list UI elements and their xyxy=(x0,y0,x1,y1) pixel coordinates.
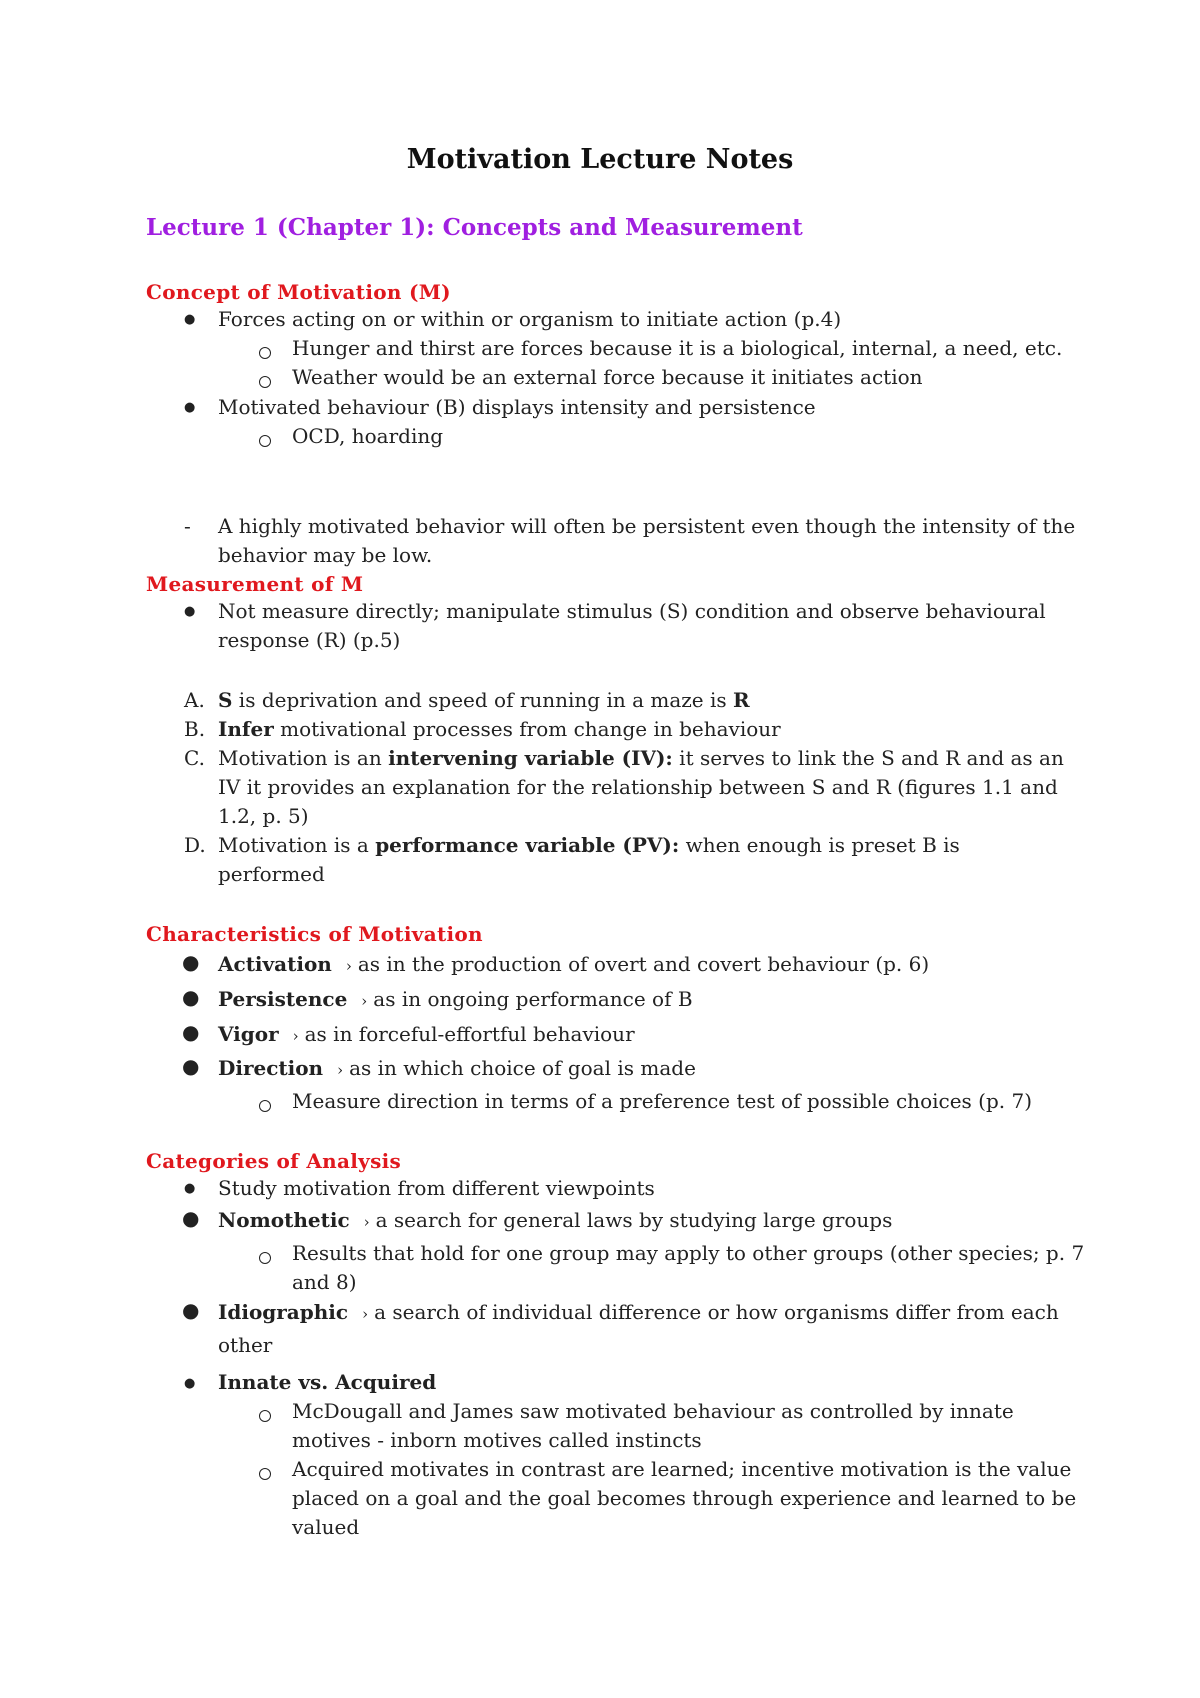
arrow-icon: › xyxy=(345,957,352,975)
bold-term: Direction xyxy=(218,1056,324,1080)
list-item: IV it provides an explanation for the relationship between S and R (figures 1.1 and xyxy=(218,775,1058,799)
bold-term: Infer xyxy=(218,717,274,741)
bold-term: Persistence xyxy=(218,987,348,1011)
list-item xyxy=(218,987,693,1013)
list-item xyxy=(218,1208,892,1234)
list-item: McDougall and James saw motivated behaviour as controlled by innate xyxy=(292,1399,1014,1423)
bold-term: R xyxy=(733,688,750,712)
list-item xyxy=(218,833,960,857)
bullet-dot-icon: ● xyxy=(182,985,200,1009)
list-letter: D. xyxy=(184,833,206,857)
list-item xyxy=(218,688,750,712)
list-item: Results that hold for one group may apply to other groups (other species; p. 7 xyxy=(292,1241,1085,1265)
item-text: as in which choice of goal is made xyxy=(349,1056,696,1080)
list-item: performed xyxy=(218,862,325,886)
circle-bullet-icon xyxy=(259,347,271,359)
section-heading-characteristics: Characteristics of Motivation xyxy=(146,922,483,946)
bold-term: performance variable (PV): xyxy=(375,833,680,857)
bullet-dot-icon: ● xyxy=(184,1181,196,1196)
bold-term: Vigor xyxy=(218,1022,279,1046)
list-item: motives - inborn motives called instincts xyxy=(292,1428,702,1452)
list-item xyxy=(218,1022,635,1048)
arrow-icon: › xyxy=(361,992,368,1010)
circle-bullet-icon xyxy=(259,376,271,388)
list-item: other xyxy=(218,1333,273,1357)
list-letter: A. xyxy=(184,688,205,712)
dash-bullet-icon: - xyxy=(184,514,191,538)
item-text: when enough is preset B is xyxy=(679,833,960,857)
bullet-dot-icon: ● xyxy=(182,950,200,974)
item-text: as in forceful-effortful behaviour xyxy=(304,1022,635,1046)
arrow-icon: › xyxy=(362,1305,369,1323)
item-text: Motivation is an xyxy=(218,746,389,770)
list-item: OCD, hoarding xyxy=(292,424,444,448)
circle-bullet-icon xyxy=(259,1468,271,1480)
note-line: behavior may be low. xyxy=(218,543,433,567)
section-heading-concept: Concept of Motivation (M) xyxy=(146,280,451,304)
list-letter: C. xyxy=(184,746,205,770)
item-text: is deprivation and speed of running in a maze is xyxy=(232,688,734,712)
list-item: Measure direction in terms of a preference test of possible choices (p. 7) xyxy=(292,1089,1033,1113)
bullet-dot-icon: ● xyxy=(182,1298,200,1322)
item-text: as in ongoing performance of B xyxy=(373,987,693,1011)
bullet-dot-icon: ● xyxy=(184,400,196,415)
list-item: 1.2, p. 5) xyxy=(218,804,309,828)
list-item: response (R) (p.5) xyxy=(218,628,401,652)
item-text: a search for general laws by studying large groups xyxy=(375,1208,893,1232)
bullet-dot-icon: ● xyxy=(184,312,196,327)
arrow-icon: › xyxy=(363,1213,370,1231)
circle-bullet-icon xyxy=(259,1100,271,1112)
bullet-dot-icon: ● xyxy=(184,604,196,619)
bold-term: intervening variable (IV): xyxy=(388,746,673,770)
lecture-heading: Lecture 1 (Chapter 1): Concepts and Measurement xyxy=(146,214,803,241)
list-item xyxy=(218,746,1064,770)
bold-term: S xyxy=(218,688,233,712)
list-letter: B. xyxy=(184,717,206,741)
list-item xyxy=(218,1300,1059,1326)
list-item: Hunger and thirst are forces because it is a biological, internal, a need, etc. xyxy=(292,336,1063,360)
list-item: and 8) xyxy=(292,1270,357,1294)
circle-bullet-icon xyxy=(259,1252,271,1264)
list-item xyxy=(218,952,929,978)
list-item xyxy=(218,717,781,741)
item-text: motivational processes from change in behaviour xyxy=(273,717,781,741)
item-text: it serves to link the S and R and as an xyxy=(672,746,1064,770)
bullet-dot-icon: ● xyxy=(184,1376,196,1391)
list-item xyxy=(218,1056,696,1082)
document-title: Motivation Lecture Notes xyxy=(406,144,794,175)
section-heading-categories: Categories of Analysis xyxy=(146,1149,402,1173)
arrow-icon: › xyxy=(337,1061,344,1079)
bold-term: Activation xyxy=(218,952,332,976)
list-item: Not measure directly; manipulate stimulus (S) condition and observe behavioural xyxy=(218,599,1046,623)
list-item: placed on a goal and the goal becomes through experience and learned to be xyxy=(292,1486,1077,1510)
circle-bullet-icon xyxy=(259,1410,271,1422)
circle-bullet-icon xyxy=(259,435,271,447)
list-item: valued xyxy=(292,1515,360,1539)
note-line: A highly motivated behavior will often be persistent even though the intensity of the xyxy=(218,514,1076,538)
section-heading-measurement: Measurement of M xyxy=(146,572,364,596)
bold-term: Idiographic xyxy=(218,1300,349,1324)
list-item: Acquired motivates in contrast are learned; incentive motivation is the value xyxy=(292,1457,1072,1481)
list-item: Forces acting on or within or organism to initiate action (p.4) xyxy=(218,307,842,331)
item-text: as in the production of overt and covert behaviour (p. 6) xyxy=(357,952,930,976)
bullet-dot-icon: ● xyxy=(182,1054,200,1078)
item-text: Motivation is a xyxy=(218,833,376,857)
bullet-dot-icon: ● xyxy=(182,1206,200,1230)
list-item: Motivated behaviour (B) displays intensity and persistence xyxy=(218,395,816,419)
bullet-dot-icon: ● xyxy=(182,1020,200,1044)
list-item: Study motivation from different viewpoints xyxy=(218,1176,655,1200)
item-text: a search of individual difference or how organisms differ from each xyxy=(374,1300,1059,1324)
arrow-icon: › xyxy=(292,1027,299,1045)
list-item: Weather would be an external force because it initiates action xyxy=(292,365,923,389)
bold-term: Nomothetic xyxy=(218,1208,350,1232)
list-item: Innate vs. Acquired xyxy=(218,1370,437,1394)
